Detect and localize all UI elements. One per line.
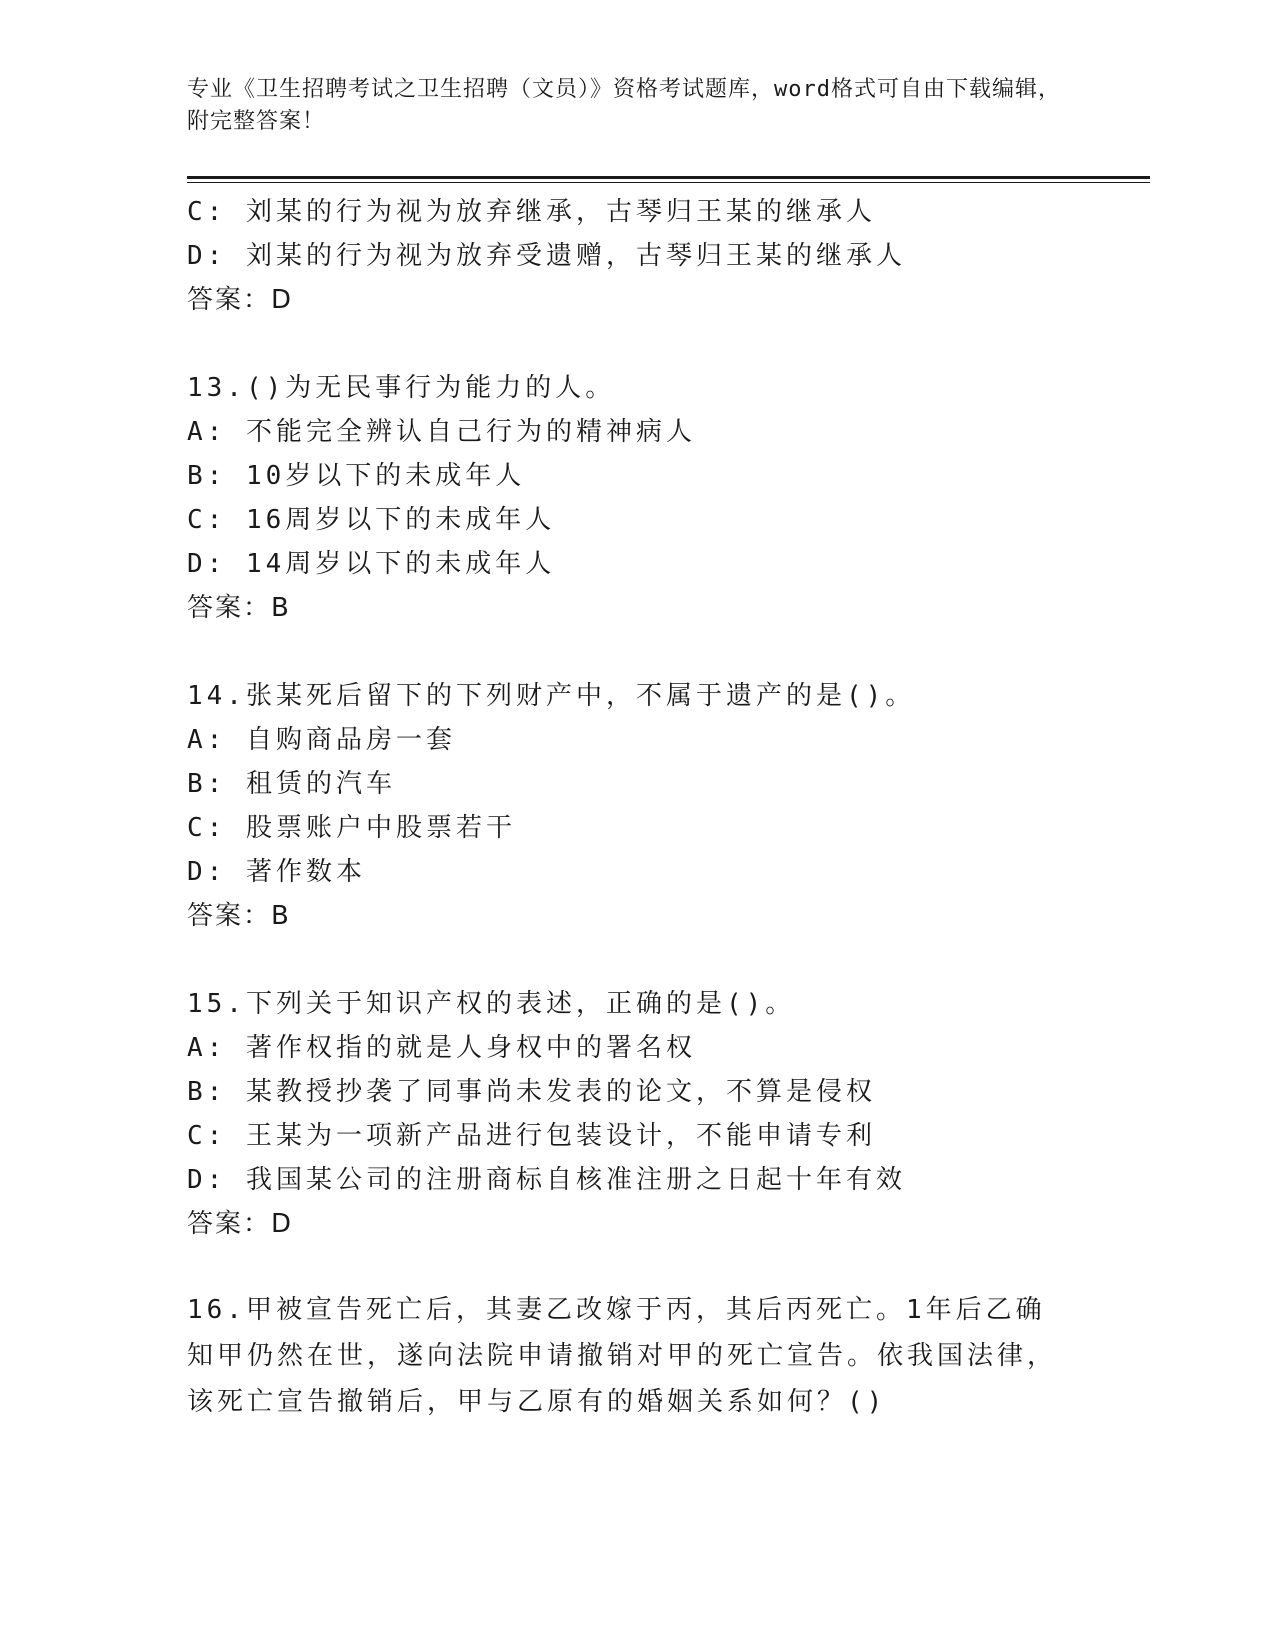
q14-answer: 答案：B <box>187 901 291 931</box>
q12-option-c: C: 刘某的行为视为放弃继承，古琴归王某的继承人 <box>187 197 876 227</box>
q13-answer: 答案：B <box>187 593 291 623</box>
q13-question: 13.()为无民事行为能力的人。 <box>187 373 616 403</box>
q13-option-a: A: 不能完全辨认自己行为的精神病人 <box>187 417 696 447</box>
q15-option-d: D: 我国某公司的注册商标自核准注册之日起十年有效 <box>187 1165 906 1195</box>
q15-answer: 答案：D <box>187 1209 294 1239</box>
q13-option-b: B: 10岁以下的未成年人 <box>187 461 526 491</box>
q12-answer: 答案：D <box>187 285 294 315</box>
q12-option-d: D: 刘某的行为视为放弃受遗赠，古琴归王某的继承人 <box>187 241 906 271</box>
q15-option-a: A: 著作权指的就是人身权中的署名权 <box>187 1033 696 1063</box>
q14-option-c: C: 股票账户中股票若干 <box>187 813 516 843</box>
q15-question: 15.下列关于知识产权的表述，正确的是()。 <box>187 989 796 1019</box>
q13-option-c: C: 16周岁以下的未成年人 <box>187 505 556 535</box>
header-divider-thick <box>187 176 1150 179</box>
q14-question: 14.张某死后留下的下列财产中，不属于遗产的是()。 <box>187 681 916 711</box>
q14-option-d: D: 著作数本 <box>187 857 366 887</box>
q15-option-b: B: 某教授抄袭了同事尚未发表的论文，不算是侵权 <box>187 1077 876 1107</box>
document-header: 专业《卫生招聘考试之卫生招聘（文员）》资格考试题库，word格式可自由下载编辑，附完整答案！ <box>187 77 1061 134</box>
q14-option-b: B: 租赁的汽车 <box>187 769 396 799</box>
q13-option-d: D: 14周岁以下的未成年人 <box>187 549 556 579</box>
header-divider-thin <box>187 182 1150 183</box>
q16-question: 16.甲被宣告死亡后，其妻乙改嫁于丙，其后丙死亡。1年后乙确知甲仍然在世，遂向法院申请撤销对甲的死亡宣告。依我国法律，该死亡宣告撤销后，甲与乙原有的婚姻关系如何？() <box>187 1295 1058 1417</box>
q14-option-a: A: 自购商品房一套 <box>187 725 456 755</box>
q15-option-c: C: 王某为一项新产品进行包装设计，不能申请专利 <box>187 1121 876 1151</box>
